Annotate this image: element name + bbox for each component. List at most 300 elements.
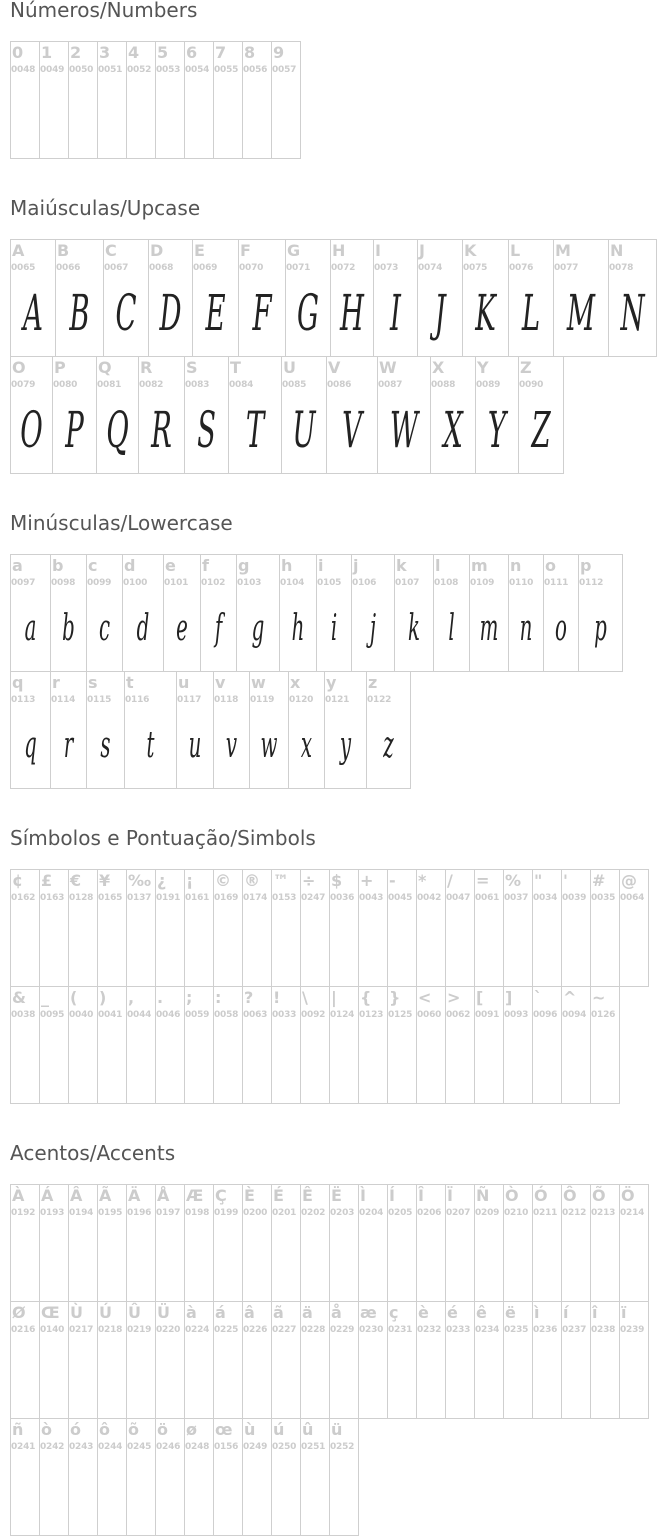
glyph-cell <box>155 1184 185 1302</box>
character-code: 0169 <box>214 893 239 903</box>
character-label: t <box>126 673 134 692</box>
character-label: 4 <box>128 43 140 62</box>
glyph-cell <box>475 356 519 474</box>
character-label: : <box>215 988 222 1007</box>
character-label: j <box>353 556 359 575</box>
character-label: ' <box>563 871 568 890</box>
character-code: 0239 <box>620 1325 645 1335</box>
character-label: É <box>273 1186 284 1205</box>
character-code: 0058 <box>214 1010 239 1020</box>
character-code: 0080 <box>53 380 78 390</box>
glyph-cell <box>103 239 149 357</box>
script-glyph-sample: H <box>340 284 364 342</box>
character-label: Í <box>389 1186 395 1205</box>
character-code: 0051 <box>98 65 123 75</box>
glyph-cell <box>213 1301 243 1419</box>
character-label: ‰ <box>128 871 152 890</box>
glyph-cell <box>300 1184 330 1302</box>
character-code: 0071 <box>286 263 311 273</box>
character-code: 0054 <box>185 65 210 75</box>
glyph-cell <box>445 986 475 1104</box>
character-label: w <box>251 673 266 692</box>
glyph-cell <box>358 869 388 987</box>
glyph-cell <box>242 986 272 1104</box>
character-code: 0114 <box>51 695 76 705</box>
character-code: 0117 <box>177 695 202 705</box>
glyph-cell <box>503 1301 533 1419</box>
character-code: 0206 <box>417 1208 442 1218</box>
glyph-cell <box>590 1184 620 1302</box>
character-code: 0220 <box>156 1325 181 1335</box>
character-code: 0200 <box>243 1208 268 1218</box>
character-label: Ö <box>621 1186 635 1205</box>
character-label: a <box>12 556 23 575</box>
glyph-cell <box>68 1184 98 1302</box>
character-code: 0066 <box>56 263 81 273</box>
glyph-cell <box>358 1184 388 1302</box>
character-code: 0205 <box>388 1208 413 1218</box>
glyph-cell <box>68 1301 98 1419</box>
glyph-cell <box>474 1301 504 1419</box>
character-code: 0123 <box>359 1010 384 1020</box>
character-code: 0241 <box>11 1442 36 1452</box>
glyph-cell <box>474 869 504 987</box>
character-label: ú <box>273 1420 285 1439</box>
character-code: 0085 <box>282 380 307 390</box>
character-code: 0065 <box>11 263 36 273</box>
glyph-cell <box>508 554 544 672</box>
character-label: ñ <box>12 1420 24 1439</box>
character-label: œ <box>215 1420 233 1439</box>
glyph-cell <box>242 1301 272 1419</box>
character-code: 0231 <box>388 1325 413 1335</box>
glyph-cell <box>377 356 431 474</box>
glyph-cell <box>503 1184 533 1302</box>
script-glyph-sample: I <box>390 284 401 342</box>
character-label: Â <box>70 1186 83 1205</box>
glyph-cell <box>373 239 418 357</box>
character-label: F <box>240 241 251 260</box>
character-label: á <box>215 1303 226 1322</box>
character-code: 0214 <box>620 1208 645 1218</box>
glyph-cell <box>445 1184 475 1302</box>
character-label: ê <box>476 1303 487 1322</box>
character-label: $ <box>331 871 343 890</box>
glyph-cell <box>10 41 40 159</box>
glyph-cell <box>39 1301 69 1419</box>
character-code: 0043 <box>359 893 384 903</box>
script-glyph-sample: E <box>205 284 226 342</box>
character-code: 0052 <box>127 65 152 75</box>
character-code: 0094 <box>562 1010 587 1020</box>
character-code: 0244 <box>98 1442 123 1452</box>
character-code: 0116 <box>125 695 150 705</box>
character-label: ? <box>244 988 254 1007</box>
glyph-cell <box>10 1301 40 1419</box>
script-glyph-sample: s <box>100 724 111 766</box>
character-code: 0192 <box>11 1208 36 1218</box>
character-code: 0092 <box>301 1010 326 1020</box>
character-label: Ø <box>12 1303 26 1322</box>
character-code: 0060 <box>417 1010 442 1020</box>
character-label: ] <box>505 988 513 1007</box>
character-code: 0174 <box>243 893 268 903</box>
character-code: 0197 <box>156 1208 181 1218</box>
character-code: 0245 <box>127 1442 152 1452</box>
glyph-cell <box>508 239 554 357</box>
character-code: 0115 <box>87 695 112 705</box>
character-label: ò <box>41 1420 52 1439</box>
character-code: 0062 <box>446 1010 471 1020</box>
character-code: 0248 <box>185 1442 210 1452</box>
glyph-cell <box>213 869 243 987</box>
glyph-cell <box>329 1184 359 1302</box>
character-label: n <box>510 556 522 575</box>
character-label: % <box>505 871 522 890</box>
script-glyph-sample: D <box>159 284 182 342</box>
character-label: Z <box>520 358 532 377</box>
character-code: 0219 <box>127 1325 152 1335</box>
script-glyph-sample: K <box>475 284 496 342</box>
character-label: ¥ <box>99 871 111 890</box>
glyph-cell <box>532 986 562 1104</box>
character-label: â <box>244 1303 255 1322</box>
script-glyph-sample: N <box>620 284 645 342</box>
character-label: # <box>592 871 606 890</box>
script-glyph-sample: i <box>330 607 338 649</box>
glyph-cell <box>285 239 331 357</box>
character-label: 6 <box>186 43 198 62</box>
character-code: 0106 <box>352 578 377 588</box>
character-label: , <box>128 988 135 1007</box>
glyph-cell <box>242 41 272 159</box>
character-code: 0096 <box>533 1010 558 1020</box>
glyph-cell <box>50 554 87 672</box>
script-glyph-sample: Z <box>531 401 551 459</box>
character-label: > <box>447 988 461 1007</box>
glyph-cell <box>387 869 417 987</box>
script-glyph-sample: r <box>63 724 74 766</box>
character-code: 0207 <box>446 1208 471 1218</box>
character-code: 0046 <box>156 1010 181 1020</box>
character-label: P <box>54 358 66 377</box>
character-code: 0045 <box>388 893 413 903</box>
character-code: 0068 <box>149 263 174 273</box>
glyph-cell <box>416 1184 446 1302</box>
character-code: 0233 <box>446 1325 471 1335</box>
character-code: 0232 <box>417 1325 442 1335</box>
character-code: 0048 <box>11 65 36 75</box>
character-code: 0235 <box>504 1325 529 1335</box>
glyph-cell <box>271 1301 301 1419</box>
glyph-cell <box>155 869 185 987</box>
glyph-cell <box>126 869 156 987</box>
character-label: u <box>178 673 190 692</box>
script-glyph-sample: k <box>407 607 420 649</box>
glyph-cell <box>184 41 214 159</box>
character-label: à <box>186 1303 197 1322</box>
script-glyph-sample: C <box>115 284 137 342</box>
glyph-cell <box>561 986 591 1104</box>
script-glyph-sample: v <box>225 724 238 766</box>
character-code: 0107 <box>395 578 420 588</box>
character-label: Y <box>477 358 489 377</box>
character-code: 0063 <box>243 1010 268 1020</box>
script-glyph-sample: l <box>448 607 455 649</box>
glyph-cell <box>387 1184 417 1302</box>
character-label: å <box>331 1303 342 1322</box>
character-label: ™ <box>273 871 289 890</box>
character-label: / <box>447 871 453 890</box>
script-glyph-sample: n <box>519 607 533 649</box>
character-label: N <box>610 241 624 260</box>
glyph-cell <box>126 1184 156 1302</box>
character-code: 0125 <box>388 1010 413 1020</box>
glyph-cell <box>387 986 417 1104</box>
character-label: ! <box>273 988 281 1007</box>
character-label: k <box>396 556 407 575</box>
character-label: C <box>105 241 117 260</box>
glyph-cell <box>213 1418 243 1536</box>
character-code: 0038 <box>11 1010 36 1020</box>
script-glyph-sample: M <box>566 284 596 342</box>
character-code: 0090 <box>519 380 544 390</box>
script-glyph-sample: d <box>136 607 150 649</box>
character-label: g <box>238 556 250 575</box>
character-label: ¿ <box>157 871 167 890</box>
character-code: 0089 <box>476 380 501 390</box>
glyph-cell <box>300 1301 330 1419</box>
character-code: 0108 <box>434 578 459 588</box>
character-code: 0236 <box>533 1325 558 1335</box>
character-code: 0126 <box>591 1010 616 1020</box>
glyph-cell <box>532 1301 562 1419</box>
character-label: Ë <box>331 1186 342 1205</box>
character-label: Q <box>98 358 112 377</box>
character-code: 0098 <box>51 578 76 588</box>
character-label: 3 <box>99 43 111 62</box>
character-label: { <box>360 988 372 1007</box>
glyph-cell <box>469 554 509 672</box>
character-label: . <box>157 988 164 1007</box>
character-label: Ü <box>157 1303 170 1322</box>
character-label: f <box>202 556 209 575</box>
glyph-cell <box>10 356 53 474</box>
character-code: 0234 <box>475 1325 500 1335</box>
character-label: ® <box>244 871 260 890</box>
character-label: Ç <box>215 1186 227 1205</box>
glyph-cell <box>561 869 591 987</box>
script-glyph-sample: a <box>24 607 37 649</box>
character-code: 0229 <box>330 1325 355 1335</box>
character-label: p <box>580 556 592 575</box>
glyph-cell <box>329 1418 359 1536</box>
character-code: 0137 <box>127 893 152 903</box>
glyph-cell <box>68 41 98 159</box>
character-label: " <box>534 871 543 890</box>
glyph-cell <box>126 41 156 159</box>
character-label: Œ <box>41 1303 60 1322</box>
glyph-cell <box>238 239 286 357</box>
character-label: Ò <box>505 1186 519 1205</box>
character-code: 0039 <box>562 893 587 903</box>
glyph-cell <box>394 554 434 672</box>
character-label: b <box>52 556 64 575</box>
glyph-cell <box>518 356 564 474</box>
character-label: ø <box>186 1420 197 1439</box>
character-label: ë <box>505 1303 516 1322</box>
glyph-cell <box>249 671 289 789</box>
character-code: 0101 <box>164 578 189 588</box>
script-glyph-sample: h <box>291 607 305 649</box>
character-label: ¡ <box>186 871 194 890</box>
script-glyph-sample: u <box>188 724 202 766</box>
character-label: Ú <box>99 1303 112 1322</box>
character-label: ù <box>244 1420 256 1439</box>
character-label: 7 <box>215 43 227 62</box>
character-label: E <box>194 241 205 260</box>
character-label: } <box>389 988 401 1007</box>
character-code: 0076 <box>509 263 534 273</box>
glyph-cell <box>96 356 139 474</box>
character-code: 0040 <box>69 1010 94 1020</box>
character-code: 0112 <box>579 578 604 588</box>
character-code: 0163 <box>40 893 65 903</box>
character-code: 0227 <box>272 1325 297 1335</box>
character-label: Ù <box>70 1303 83 1322</box>
character-code: 0102 <box>201 578 226 588</box>
glyph-cell <box>329 986 359 1104</box>
section-title: Minúsculas/Lowercase <box>10 511 233 535</box>
glyph-cell <box>619 1301 649 1419</box>
script-glyph-sample: o <box>555 607 567 649</box>
character-code: 0243 <box>69 1442 94 1452</box>
character-label: Ê <box>302 1186 313 1205</box>
script-glyph-sample: O <box>20 401 43 459</box>
glyph-cell <box>86 554 123 672</box>
character-label: L <box>510 241 521 260</box>
character-code: 0121 <box>325 695 350 705</box>
character-code: 0091 <box>475 1010 500 1020</box>
character-code: 0124 <box>330 1010 355 1020</box>
glyph-cell <box>163 554 201 672</box>
glyph-cell <box>288 671 325 789</box>
glyph-cell <box>590 1301 620 1419</box>
script-glyph-sample: x <box>300 724 313 766</box>
character-code: 0194 <box>69 1208 94 1218</box>
glyph-cell <box>430 356 476 474</box>
glyph-cell <box>543 554 579 672</box>
script-glyph-sample: Q <box>106 401 129 459</box>
glyph-cell <box>608 239 657 357</box>
character-code: 0056 <box>243 65 268 75</box>
character-label: £ <box>41 871 53 890</box>
character-label: û <box>302 1420 314 1439</box>
character-code: 0246 <box>156 1442 181 1452</box>
character-label: W <box>379 358 397 377</box>
script-glyph-sample: e <box>176 607 188 649</box>
character-label: Î <box>418 1186 424 1205</box>
script-glyph-sample: Y <box>487 401 507 459</box>
character-label: \ <box>302 988 308 1007</box>
character-label: ÷ <box>302 871 316 890</box>
script-glyph-sample: c <box>98 607 111 649</box>
character-code: 0083 <box>185 380 210 390</box>
character-label: Û <box>128 1303 141 1322</box>
glyph-cell <box>97 1418 127 1536</box>
character-code: 0120 <box>289 695 314 705</box>
character-code: 0035 <box>591 893 616 903</box>
glyph-cell <box>416 986 446 1104</box>
script-glyph-sample: T <box>245 401 265 459</box>
glyph-cell <box>10 1418 40 1536</box>
character-code: 0191 <box>156 893 181 903</box>
glyph-cell <box>330 239 374 357</box>
glyph-cell <box>52 356 97 474</box>
glyph-cell <box>10 986 40 1104</box>
glyph-cell <box>124 671 177 789</box>
character-code: 0082 <box>139 380 164 390</box>
character-code: 0212 <box>562 1208 587 1218</box>
character-code: 0198 <box>185 1208 210 1218</box>
glyph-cell <box>578 554 623 672</box>
character-code: 0119 <box>250 695 275 705</box>
character-code: 0105 <box>317 578 342 588</box>
character-code: 0081 <box>97 380 122 390</box>
character-label: ` <box>534 988 542 1007</box>
character-code: 0204 <box>359 1208 384 1218</box>
glyph-cell <box>97 986 127 1104</box>
character-label: 5 <box>157 43 169 62</box>
character-label: v <box>215 673 226 692</box>
character-code: 0050 <box>69 65 94 75</box>
character-code: 0250 <box>272 1442 297 1452</box>
glyph-cell <box>155 1418 185 1536</box>
character-code: 0057 <box>272 65 297 75</box>
character-code: 0161 <box>185 893 210 903</box>
character-code: 0196 <box>127 1208 152 1218</box>
character-label: é <box>447 1303 458 1322</box>
character-code: 0162 <box>11 893 36 903</box>
glyph-cell <box>55 239 104 357</box>
character-label: Ó <box>534 1186 548 1205</box>
glyph-cell <box>97 1184 127 1302</box>
glyph-cell <box>184 356 229 474</box>
script-glyph-sample: S <box>197 401 216 459</box>
glyph-cell <box>228 356 282 474</box>
character-code: 0210 <box>504 1208 529 1218</box>
character-code: 0251 <box>301 1442 326 1452</box>
character-label: ) <box>99 988 107 1007</box>
section-title: Símbolos e Pontuação/Simbols <box>10 826 316 850</box>
glyph-cell <box>271 1184 301 1302</box>
character-label: X <box>432 358 445 377</box>
glyph-cell <box>97 41 127 159</box>
glyph-cell <box>68 1418 98 1536</box>
character-label: Ô <box>563 1186 577 1205</box>
character-code: 0216 <box>11 1325 36 1335</box>
character-label: 0 <box>12 43 24 62</box>
glyph-cell <box>242 1184 272 1302</box>
character-label: ó <box>70 1420 81 1439</box>
character-code: 0103 <box>237 578 262 588</box>
glyph-cell <box>155 986 185 1104</box>
glyph-cell <box>300 986 330 1104</box>
character-code: 0122 <box>367 695 392 705</box>
character-label: í <box>563 1303 569 1322</box>
character-label: r <box>52 673 60 692</box>
character-code: 0203 <box>330 1208 355 1218</box>
